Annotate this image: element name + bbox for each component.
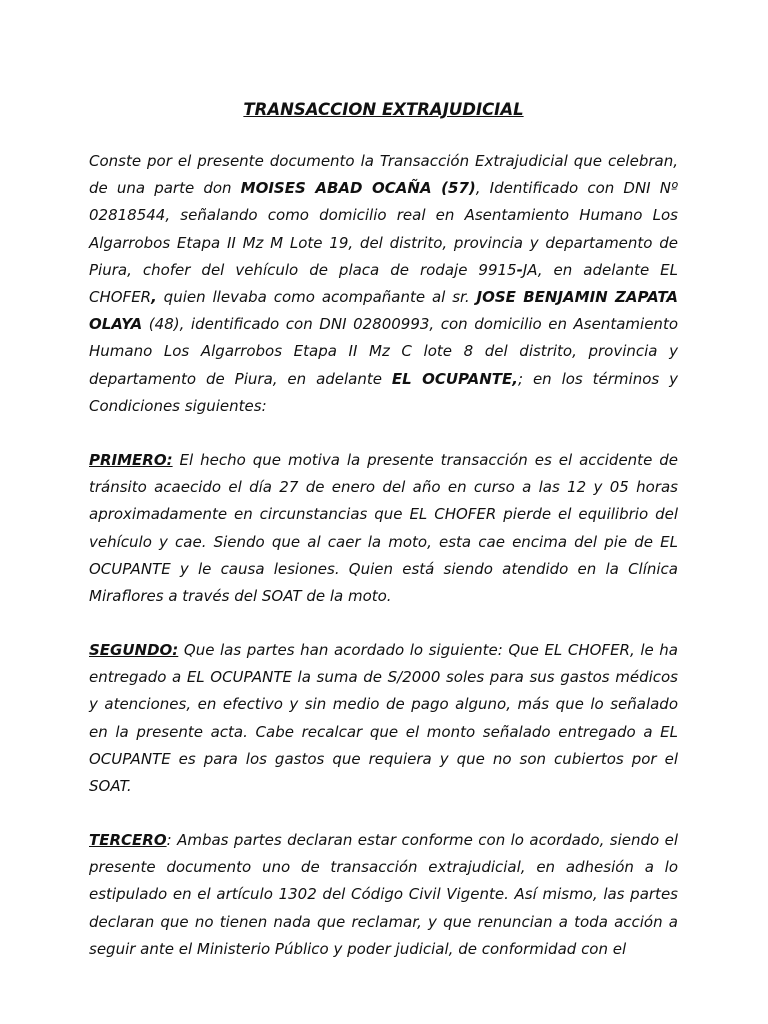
intro-text-5: (48), identificado con DNI 02800993, con domicilio en Asentamiento Humano Los Algarrobos Etapa II Mz C lote 8 del distrito, provincia y departamento de Piura, en adelante	[89, 315, 678, 388]
clause-primero-heading: PRIMERO:	[89, 451, 173, 469]
intro-text-3: JA, en adelante EL CHOFER	[89, 260, 679, 307]
intro-text-4: quien llevaba como acompañante al sr.	[156, 288, 477, 307]
document-title: TRANSACCION EXTRAJUDICIAL	[243, 100, 524, 119]
intro-paragraph	[89, 148, 678, 420]
bold-comma: ,	[151, 288, 157, 307]
intro-text-2: , Identificado con DNI Nº 02818544, señalando como domicilio real en Asentamiento Humano Los Algarrobos Etapa II Mz M Lote 19, del distrito, provincia y departamento de Piura, chofer del vehículo de placa de rodaje 9915	[89, 179, 678, 279]
intro-text-6: ; en los términos y Condiciones siguientes:	[89, 369, 678, 415]
plate-dash: -	[516, 260, 523, 279]
clause-tercero	[89, 827, 678, 963]
ocupante-term: EL OCUPANTE,	[391, 369, 518, 388]
clause-segundo-text: Que las partes han acordado lo siguiente: Que EL CHOFER, le ha entregado a EL OCUPANTE la suma de S/2000 soles para sus gastos médicos y atenciones, en efectivo y sin medio de pago alguno, más que lo señalado en la presente acta. Cabe recalcar que el monto señalado entregado a EL OCUPANTE es para los gastos que requiera y que no son cubiertos por el SOAT.	[89, 641, 678, 796]
clause-segundo	[89, 637, 678, 800]
clause-primero-text: El hecho que motiva la presente transacción es el accidente de tránsito acaecido el día 27 de enero del año en curso a las 12 y 05 horas aproximadamente en circunstancias que EL CHOFER pierde el equilibrio del vehículo y cae. Siendo que al caer la moto, esta cae encima del pie de EL OCUPANTE y le causa lesiones. Quien está siendo atendido en la Clínica Miraflores a través del SOAT de la moto.	[89, 451, 678, 606]
party-name-chofer: MOISES ABAD OCAÑA (57)	[240, 179, 476, 198]
clause-tercero-text: : Ambas partes declaran estar conforme con lo acordado, siendo el presente documento uno de transacción extrajudicial, en adhesión a lo estipulado en el artículo 1302 del Código Civil Vigente. Así mismo, las partes declaran que no tienen nada que reclamar, y que renuncian a toda acción a seguir ante el Ministerio Público y poder judicial, de conformidad con el	[89, 831, 678, 958]
clause-tercero-heading: TERCERO	[89, 831, 167, 849]
clause-primero	[89, 447, 678, 610]
clause-segundo-heading: SEGUNDO:	[89, 641, 179, 659]
party-name-ocupante: JOSE BENJAMIN ZAPATA OLAYA	[89, 288, 679, 334]
intro-text-1: Conste por el presente documento la Transacción Extrajudicial que celebran, de una parte don	[89, 152, 678, 198]
